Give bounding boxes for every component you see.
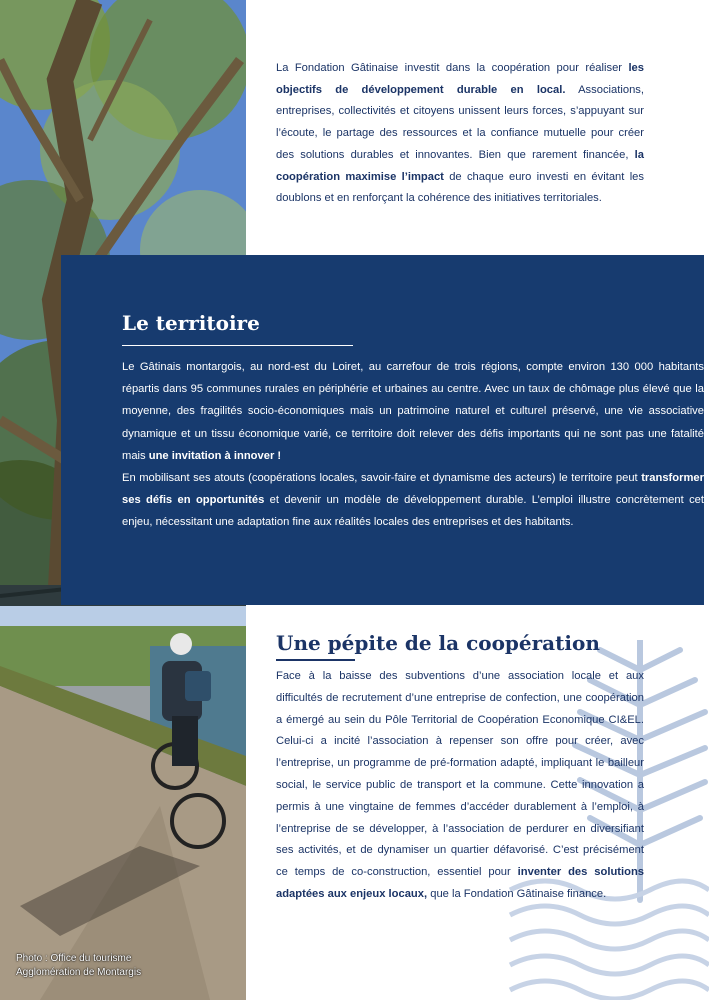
intro-text-3: de chaque euro investi en évitant les doublons et en renforçant la cohérence des initiatives territoriales.	[276, 170, 644, 205]
pepite-body	[276, 666, 644, 906]
intro-text-1: La Fondation Gâtinaise investit dans la coopération pour réaliser	[276, 62, 629, 74]
pepite-title: Une pépite de la coopération	[276, 631, 600, 655]
pepite-text-2: que la Fondation Gâtinaise finance.	[427, 887, 607, 900]
territoire-text-3: et devenir un modèle de développement durable. L’emploi illustre concrètement cet enjeu, nécessitant une adaptation fine aux réalités locales des entreprises et des habitants.	[122, 494, 704, 529]
intro-text-2: Associations, entreprises, collectivités et citoyens unissent leurs forces, s’appuyant sur l’écoute, le partage des ressources et la confiance mutuelle pour créer des solutions durables et innovantes. Bien que rarement financée,	[276, 83, 644, 161]
pepite-title-rule	[276, 659, 355, 661]
photo-credit-line-1: Photo : Office du tourisme	[16, 953, 132, 964]
intro-bold-1: les objectifs de développement durable en local.	[276, 62, 644, 96]
territoire-section	[61, 255, 704, 605]
photo-credit	[16, 952, 216, 980]
territoire-title: Le territoire	[122, 311, 260, 335]
cyclist-photo	[0, 606, 246, 1000]
territoire-paragraph-2	[122, 467, 704, 534]
territoire-body	[122, 356, 704, 534]
territoire-text-2: En mobilisant ses atouts (coopérations locales, savoir-faire et dynamisme des acteurs) le territoire peut	[122, 472, 642, 485]
intro-paragraph	[276, 58, 644, 210]
photo-credit-line-2: Agglomération de Montargis	[16, 967, 142, 978]
territoire-title-rule	[122, 345, 353, 346]
territoire-bold-1: une invitation à innover !	[148, 449, 282, 462]
pepite-text-1: Face à la baisse des subventions d’une association locale et aux difficultés de recrutement d’une entreprise de confection, une coopération a émergé au sein du Pôle Territorial de Coopération Economique CI&EL. Celui-ci a incité l’association à repenser son offre pour créer, avec l’entreprise, un programme de pré-formation adapté, impliquant le bailleur social, le service public de transport et la commune. Cette innovation a permis à une vingtaine de femmes d’accéder durablement à l’emploi, à l’entreprise de se développer, à l’association de perdurer en diversifiant ses activités, et de dynamiser un quartier défavorisé. C’est précisément ce temps de co-construction, essentiel pour	[276, 670, 644, 879]
intro-bold-2: la coopération maximise l’impact	[276, 148, 644, 183]
territoire-bold-2: transformer ses défis en opportunités	[122, 472, 704, 507]
territoire-paragraph-1	[122, 356, 704, 467]
territoire-text-1: Le Gâtinais montargois, au nord-est du Loiret, au carrefour de trois régions, compte environ 130 000 habitants répartis dans 95 communes rurales en périphérie et urbaines au centre. Avec un taux de chômage plus élevé que la moyenne, des fragilités socio-économiques mais un patrimoine naturel et culturel préservé, une vie associative dynamique et un tissu économique varié, ce territoire doit relever des défis importants qui ne sont pas une fatalité mais	[122, 361, 704, 462]
cyclist-illustration	[0, 606, 246, 1000]
pepite-bold-1: inventer des solutions adaptées aux enjeux locaux,	[276, 866, 644, 900]
